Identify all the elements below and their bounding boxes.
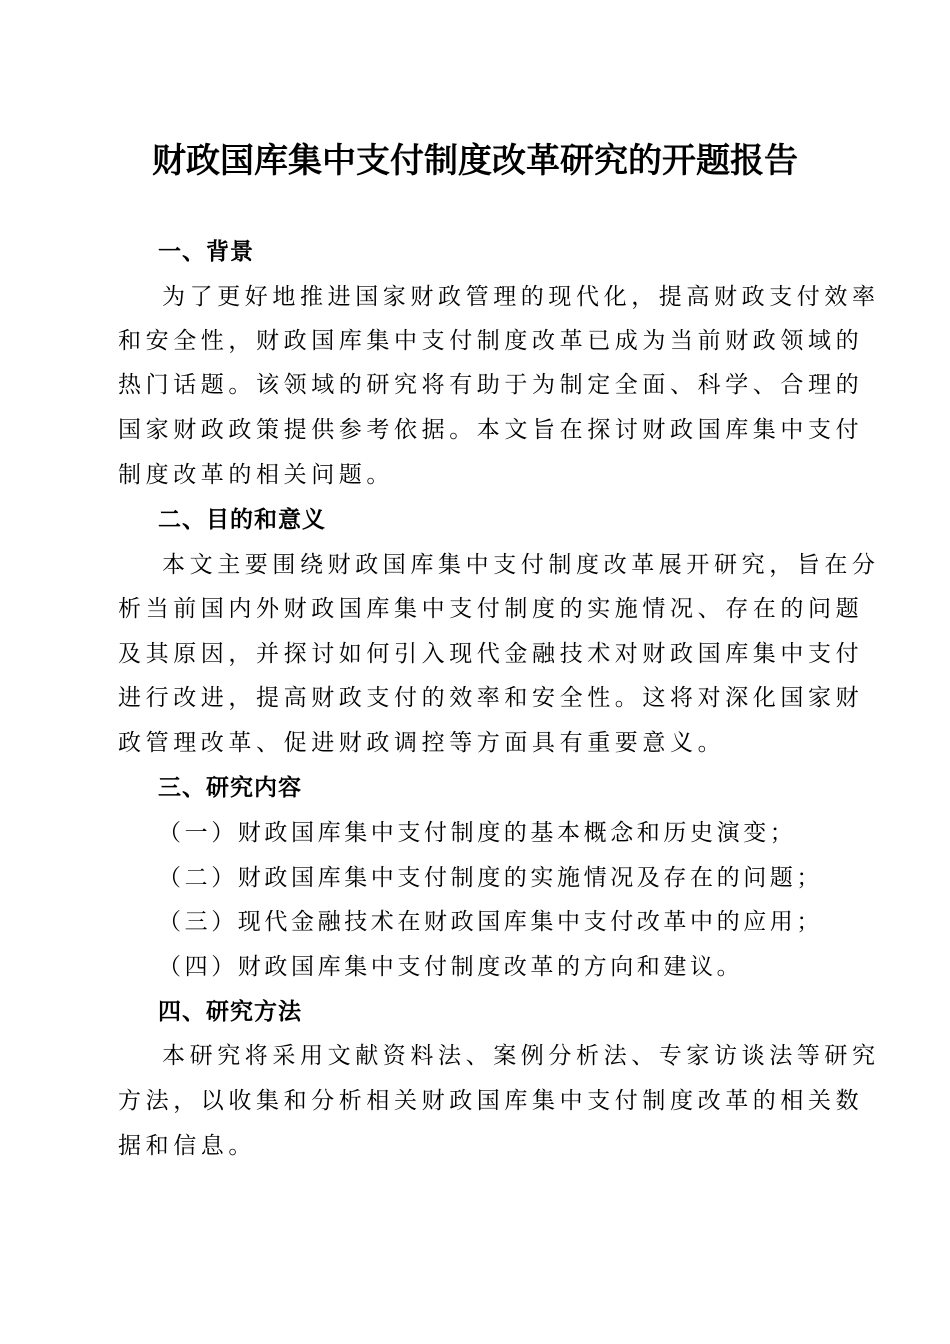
- paragraph-line: 及其原因，并探讨如何引入现代金融技术对财政国库集中支付: [118, 641, 864, 667]
- paragraph-line: 制度改革的相关问题。: [118, 462, 394, 488]
- paragraph-line: 据和信息。: [118, 1133, 256, 1159]
- content-list-item: （二）财政国库集中支付制度的实施情况及存在的问题；: [158, 865, 823, 891]
- paragraph-line: 政管理改革、促进财政调控等方面具有重要意义。: [118, 730, 726, 756]
- content-list-item: （一）财政国库集中支付制度的基本概念和历史演变；: [158, 820, 797, 846]
- section-heading-methods: 四、研究方法: [158, 999, 302, 1025]
- paragraph-line: 和安全性，财政国库集中支付制度改革已成为当前财政领域的: [118, 328, 864, 354]
- section-heading-content: 三、研究内容: [158, 775, 302, 801]
- section-heading-purpose: 二、目的和意义: [158, 507, 326, 533]
- paragraph-line: 热门话题。该领域的研究将有助于为制定全面、科学、合理的: [118, 372, 864, 398]
- paragraph-line: 本研究将采用文献资料法、案例分析法、专家访谈法等研究: [162, 1043, 880, 1069]
- paragraph-line: 方法，以收集和分析相关财政国库集中支付制度改革的相关数: [118, 1088, 864, 1114]
- content-list-item: （四）财政国库集中支付制度改革的方向和建议。: [158, 954, 744, 980]
- paragraph-line: 本文主要围绕财政国库集中支付制度改革展开研究，旨在分: [162, 552, 880, 578]
- content-list-item: （三）现代金融技术在财政国库集中支付改革中的应用；: [158, 909, 823, 935]
- paragraph-line: 为了更好地推进国家财政管理的现代化，提高财政支付效率: [162, 284, 880, 310]
- paragraph-line: 进行改进，提高财政支付的效率和安全性。这将对深化国家财: [118, 685, 864, 711]
- paragraph-line: 析当前国内外财政国库集中支付制度的实施情况、存在的问题: [118, 596, 864, 622]
- paragraph-line: 国家财政政策提供参考依据。本文旨在探讨财政国库集中支付: [118, 417, 864, 443]
- section-heading-background: 一、背景: [158, 239, 254, 265]
- document-title: 财政国库集中支付制度改革研究的开题报告: [152, 141, 798, 181]
